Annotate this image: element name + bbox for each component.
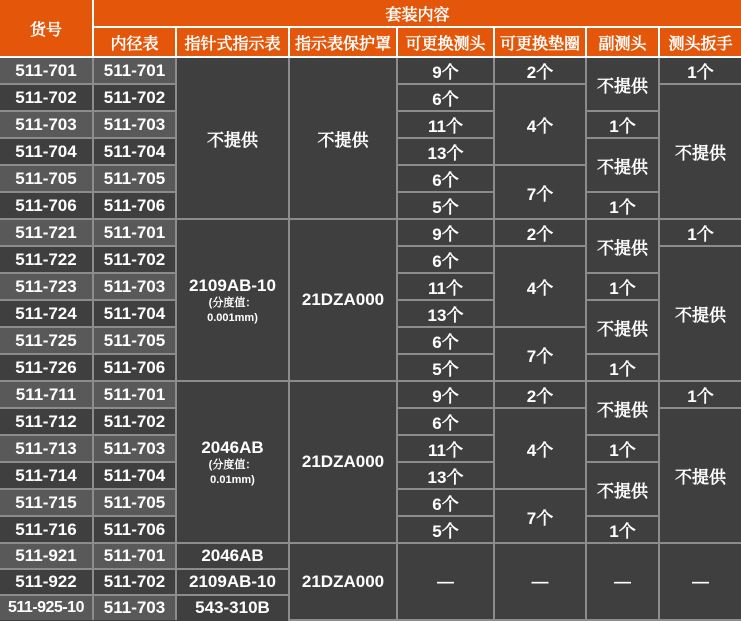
header-item-no: 货号 <box>0 0 93 57</box>
bore-gauge-cell: 511-705 <box>93 489 176 516</box>
probe-count-cell: 11个 <box>397 111 494 138</box>
dial-indicator-note: (分度值： <box>208 297 257 310</box>
item-no-cell: 511-705 <box>0 165 93 192</box>
bore-gauge-cell: 511-703 <box>93 595 176 621</box>
wrench-cell: 不提供 <box>659 408 741 543</box>
bore-gauge-cell: 511-702 <box>93 569 176 595</box>
dial-indicator-cell: 543-310B <box>176 595 289 621</box>
probe-count-cell: 6个 <box>397 246 494 273</box>
sub-probe-cell: 1个 <box>586 516 659 543</box>
bore-gauge-cell: 511-702 <box>93 84 176 111</box>
dial-indicator-cell: 2046AB <box>176 543 289 569</box>
item-no-cell: 511-921 <box>0 543 93 569</box>
probe-count-cell: 5个 <box>397 354 494 381</box>
item-no-cell: 511-726 <box>0 354 93 381</box>
probe-count-cell: — <box>397 543 494 620</box>
item-no-cell: 511-704 <box>0 138 93 165</box>
item-no-cell: 511-713 <box>0 435 93 462</box>
item-no-cell: 511-722 <box>0 246 93 273</box>
item-no-cell: 511-714 <box>0 462 93 489</box>
item-no-cell: 511-711 <box>0 381 93 408</box>
washer-count-cell: 2个 <box>494 219 586 246</box>
probe-count-cell: 5个 <box>397 516 494 543</box>
dial-indicator-note: 0.01mm) <box>210 473 255 486</box>
wrench-cell: 1个 <box>659 381 741 408</box>
bore-gauge-cell: 511-705 <box>93 327 176 354</box>
dial-indicator-note: (分度值： <box>208 459 257 472</box>
header-dial-indicator: 指针式指示表 <box>176 27 289 57</box>
dial-indicator-cell <box>176 219 289 381</box>
item-no-cell: 511-706 <box>0 192 93 219</box>
probe-count-cell: 13个 <box>397 138 494 165</box>
probe-count-cell: 11个 <box>397 435 494 462</box>
bore-gauge-cell: 511-701 <box>93 219 176 246</box>
item-no-cell: 511-721 <box>0 219 93 246</box>
item-no-cell: 511-716 <box>0 516 93 543</box>
sub-probe-cell: 1个 <box>586 435 659 462</box>
item-no-cell: 511-725 <box>0 327 93 354</box>
probe-count-cell: 6个 <box>397 489 494 516</box>
table-body <box>0 57 741 620</box>
bore-gauge-cell: 511-703 <box>93 273 176 300</box>
header-set-contents: 套装内容 <box>93 0 741 27</box>
washer-count-cell: 7个 <box>494 327 586 381</box>
sub-probe-cell: 不提供 <box>586 219 659 273</box>
dial-indicator-cell: 不提供 <box>176 57 289 219</box>
probe-count-cell: 9个 <box>397 57 494 84</box>
bore-gauge-cell: 511-701 <box>93 381 176 408</box>
wrench-cell: 不提供 <box>659 246 741 381</box>
table-header <box>0 0 741 57</box>
header-probe-wrench: 测头扳手 <box>659 27 741 57</box>
item-no-cell: 511-925-10 <box>0 595 93 621</box>
sub-probe-cell: — <box>586 543 659 620</box>
bore-gauge-cell: 511-704 <box>93 138 176 165</box>
bore-gauge-cell: 511-702 <box>93 246 176 273</box>
table-row <box>0 381 741 408</box>
probe-count-cell: 6个 <box>397 165 494 192</box>
header-sub-probe: 副测头 <box>586 27 659 57</box>
bore-gauge-cell: 511-704 <box>93 462 176 489</box>
probe-count-cell: 6个 <box>397 327 494 354</box>
protective-cover-cell: 21DZA000 <box>289 543 397 620</box>
washer-count-cell: 4个 <box>494 246 586 327</box>
item-no-cell: 511-723 <box>0 273 93 300</box>
washer-count-cell: — <box>494 543 586 620</box>
table-row <box>0 543 741 569</box>
dial-indicator-model: 2109AB-10 <box>189 276 276 296</box>
sub-probe-cell: 1个 <box>586 354 659 381</box>
bore-gauge-cell: 511-706 <box>93 192 176 219</box>
probe-count-cell: 6个 <box>397 408 494 435</box>
probe-count-cell: 5个 <box>397 192 494 219</box>
item-no-cell: 511-724 <box>0 300 93 327</box>
header-replaceable-washer: 可更换垫圈 <box>494 27 586 57</box>
probe-count-cell: 13个 <box>397 300 494 327</box>
dial-indicator-model: 2046AB <box>201 438 264 458</box>
washer-count-cell: 7个 <box>494 489 586 543</box>
item-no-cell: 511-702 <box>0 84 93 111</box>
bore-gauge-cell: 511-703 <box>93 435 176 462</box>
wrench-cell: 1个 <box>659 219 741 246</box>
sub-probe-cell: 不提供 <box>586 462 659 516</box>
washer-count-cell: 2个 <box>494 381 586 408</box>
washer-count-cell: 4个 <box>494 84 586 165</box>
item-no-cell: 511-715 <box>0 489 93 516</box>
sub-probe-cell: 不提供 <box>586 57 659 111</box>
sub-probe-cell: 1个 <box>586 273 659 300</box>
item-no-cell: 511-922 <box>0 569 93 595</box>
bore-gauge-cell: 511-701 <box>93 57 176 84</box>
header-bore-gauge: 内径表 <box>93 27 176 57</box>
protective-cover-cell: 21DZA000 <box>289 219 397 381</box>
item-no-cell: 511-701 <box>0 57 93 84</box>
probe-count-cell: 6个 <box>397 84 494 111</box>
dial-indicator-cell: 2109AB-10 <box>176 569 289 595</box>
sub-probe-cell: 1个 <box>586 111 659 138</box>
washer-count-cell: 2个 <box>494 57 586 84</box>
washer-count-cell: 7个 <box>494 165 586 219</box>
item-no-cell: 511-703 <box>0 111 93 138</box>
bore-gauge-cell: 511-706 <box>93 354 176 381</box>
sub-probe-cell: 不提供 <box>586 300 659 354</box>
item-no-cell: 511-712 <box>0 408 93 435</box>
probe-count-cell: 9个 <box>397 219 494 246</box>
bore-gauge-cell: 511-705 <box>93 165 176 192</box>
bore-gauge-cell: 511-703 <box>93 111 176 138</box>
sub-probe-cell: 1个 <box>586 192 659 219</box>
sub-probe-cell: 不提供 <box>586 381 659 435</box>
probe-count-cell: 13个 <box>397 462 494 489</box>
wrench-cell: — <box>659 543 741 620</box>
table-row <box>0 57 741 84</box>
table-row <box>0 219 741 246</box>
protective-cover-cell: 不提供 <box>289 57 397 219</box>
header-protective-cover: 指示表保护罩 <box>289 27 397 57</box>
probe-count-cell: 11个 <box>397 273 494 300</box>
bore-gauge-cell: 511-701 <box>93 543 176 569</box>
washer-count-cell: 4个 <box>494 408 586 489</box>
protective-cover-cell: 21DZA000 <box>289 381 397 543</box>
sub-probe-cell: 不提供 <box>586 138 659 192</box>
header-replaceable-probe: 可更换测头 <box>397 27 494 57</box>
bore-gauge-cell: 511-704 <box>93 300 176 327</box>
bore-gauge-cell: 511-706 <box>93 516 176 543</box>
dial-indicator-cell <box>176 381 289 543</box>
probe-count-cell: 9个 <box>397 381 494 408</box>
wrench-cell: 不提供 <box>659 84 741 219</box>
dial-indicator-note: 0.001mm) <box>207 311 258 324</box>
bore-gauge-cell: 511-702 <box>93 408 176 435</box>
wrench-cell: 1个 <box>659 57 741 84</box>
